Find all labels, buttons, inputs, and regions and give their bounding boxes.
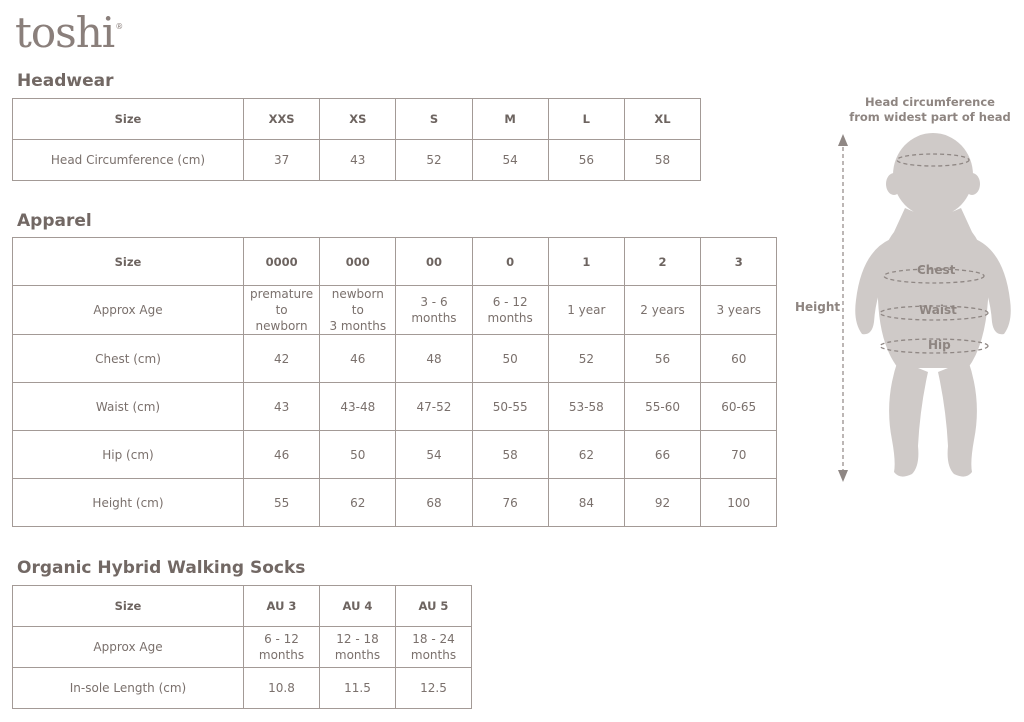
row-label-cell: Hip (cm) (13, 431, 244, 479)
row-label-cell: Approx Age (13, 286, 244, 335)
row-label-cell: Approx Age (13, 627, 244, 668)
table-cell: 66 (624, 431, 700, 479)
table-cell: newborn to 3 months (320, 286, 396, 335)
table-cell: 12.5 (396, 668, 472, 709)
table-row (13, 383, 777, 431)
logo-text: toshi (15, 8, 115, 57)
apparel-heading: Apparel (17, 211, 92, 231)
head-circumference-caption-text: Head circumference from widest part of head (849, 95, 1011, 124)
table-cell: 47-52 (396, 383, 472, 431)
table-cell: 10.8 (244, 668, 320, 709)
socks-size-table (12, 585, 472, 709)
table-cell: 54 (472, 140, 548, 181)
table-row (13, 627, 472, 668)
size-column-header: S (396, 99, 472, 140)
table-cell: 58 (472, 431, 548, 479)
size-column-header: 00 (396, 238, 472, 286)
size-column-header: 2 (624, 238, 700, 286)
table-cell: 3 years (701, 286, 777, 335)
table-cell: 53-58 (548, 383, 624, 431)
size-column-header: 0 (472, 238, 548, 286)
table-cell: 2 years (624, 286, 700, 335)
height-label: Height (795, 300, 841, 314)
table-cell: 60 (701, 335, 777, 383)
table-cell: 6 - 12 months (472, 286, 548, 335)
size-column-header: XL (624, 99, 700, 140)
table-cell: 50 (320, 431, 396, 479)
registered-mark: ® (115, 22, 124, 31)
table-cell: 43-48 (320, 383, 396, 431)
table-row (13, 668, 472, 709)
baby-ear-left (886, 173, 902, 195)
table-cell: 62 (320, 479, 396, 527)
table-cell: 1 year (548, 286, 624, 335)
table-cell: 6 - 12 months (244, 627, 320, 668)
table-header-row (13, 99, 701, 140)
table-cell: 68 (396, 479, 472, 527)
size-header-cell: Size (13, 586, 244, 627)
table-cell: 43 (244, 383, 320, 431)
baby-measurement-figure (780, 90, 1024, 490)
size-column-header: 3 (701, 238, 777, 286)
size-column-header: M (472, 99, 548, 140)
table-cell: 62 (548, 431, 624, 479)
headwear-size-table (12, 98, 701, 181)
row-label-cell: Chest (cm) (13, 335, 244, 383)
table-cell: 18 - 24 months (396, 627, 472, 668)
size-column-header: AU 3 (244, 586, 320, 627)
table-row (13, 335, 777, 383)
table-cell: 56 (548, 140, 624, 181)
table-cell: 70 (701, 431, 777, 479)
table-cell: 48 (396, 335, 472, 383)
table-cell: 55-60 (624, 383, 700, 431)
table-cell: 84 (548, 479, 624, 527)
table-cell: 12 - 18 months (320, 627, 396, 668)
table-cell: 60-65 (701, 383, 777, 431)
table-row (13, 431, 777, 479)
table-cell: 46 (244, 431, 320, 479)
table-cell: 52 (396, 140, 472, 181)
size-column-header: L (548, 99, 624, 140)
size-column-header: AU 4 (320, 586, 396, 627)
table-cell: 50 (472, 335, 548, 383)
height-arrow-bottom (838, 470, 848, 482)
row-label-cell: Head Circumference (cm) (13, 140, 244, 181)
table-cell: 37 (244, 140, 320, 181)
row-label-cell: Waist (cm) (13, 383, 244, 431)
size-column-header: XS (320, 99, 396, 140)
chest-label: Chest (917, 263, 956, 277)
table-cell: 100 (701, 479, 777, 527)
size-column-header: XXS (244, 99, 320, 140)
row-label-cell: Height (cm) (13, 479, 244, 527)
table-row (13, 479, 777, 527)
toshi-logo (15, 2, 122, 61)
head-circumference-caption (846, 95, 1014, 125)
baby-leg-right (938, 360, 977, 477)
size-header-cell: Size (13, 238, 244, 286)
table-cell: 11.5 (320, 668, 396, 709)
table-cell: 55 (244, 479, 320, 527)
row-label-cell: In-sole Length (cm) (13, 668, 244, 709)
table-cell: 52 (548, 335, 624, 383)
size-column-header: 000 (320, 238, 396, 286)
baby-leg-left (889, 360, 928, 477)
size-header-cell: Size (13, 99, 244, 140)
size-column-header: 0000 (244, 238, 320, 286)
table-cell: 76 (472, 479, 548, 527)
height-arrow-top (838, 134, 848, 146)
table-cell: 54 (396, 431, 472, 479)
baby-head-shape (893, 133, 973, 217)
table-header-row (13, 238, 777, 286)
table-cell: 3 - 6 months (396, 286, 472, 335)
size-column-header: 1 (548, 238, 624, 286)
hip-label: Hip (928, 338, 951, 352)
table-cell: 42 (244, 335, 320, 383)
table-cell: 92 (624, 479, 700, 527)
table-cell: 56 (624, 335, 700, 383)
table-cell: premature to newborn (244, 286, 320, 335)
table-cell: 58 (624, 140, 700, 181)
waist-label: Waist (919, 303, 957, 317)
table-row (13, 140, 701, 181)
baby-ear-right (964, 173, 980, 195)
table-header-row (13, 586, 472, 627)
table-cell: 46 (320, 335, 396, 383)
headwear-heading: Headwear (17, 71, 114, 91)
socks-heading: Organic Hybrid Walking Socks (17, 558, 306, 578)
size-column-header: AU 5 (396, 586, 472, 627)
table-row (13, 286, 777, 335)
apparel-size-table (12, 237, 777, 527)
table-cell: 43 (320, 140, 396, 181)
table-cell: 50-55 (472, 383, 548, 431)
